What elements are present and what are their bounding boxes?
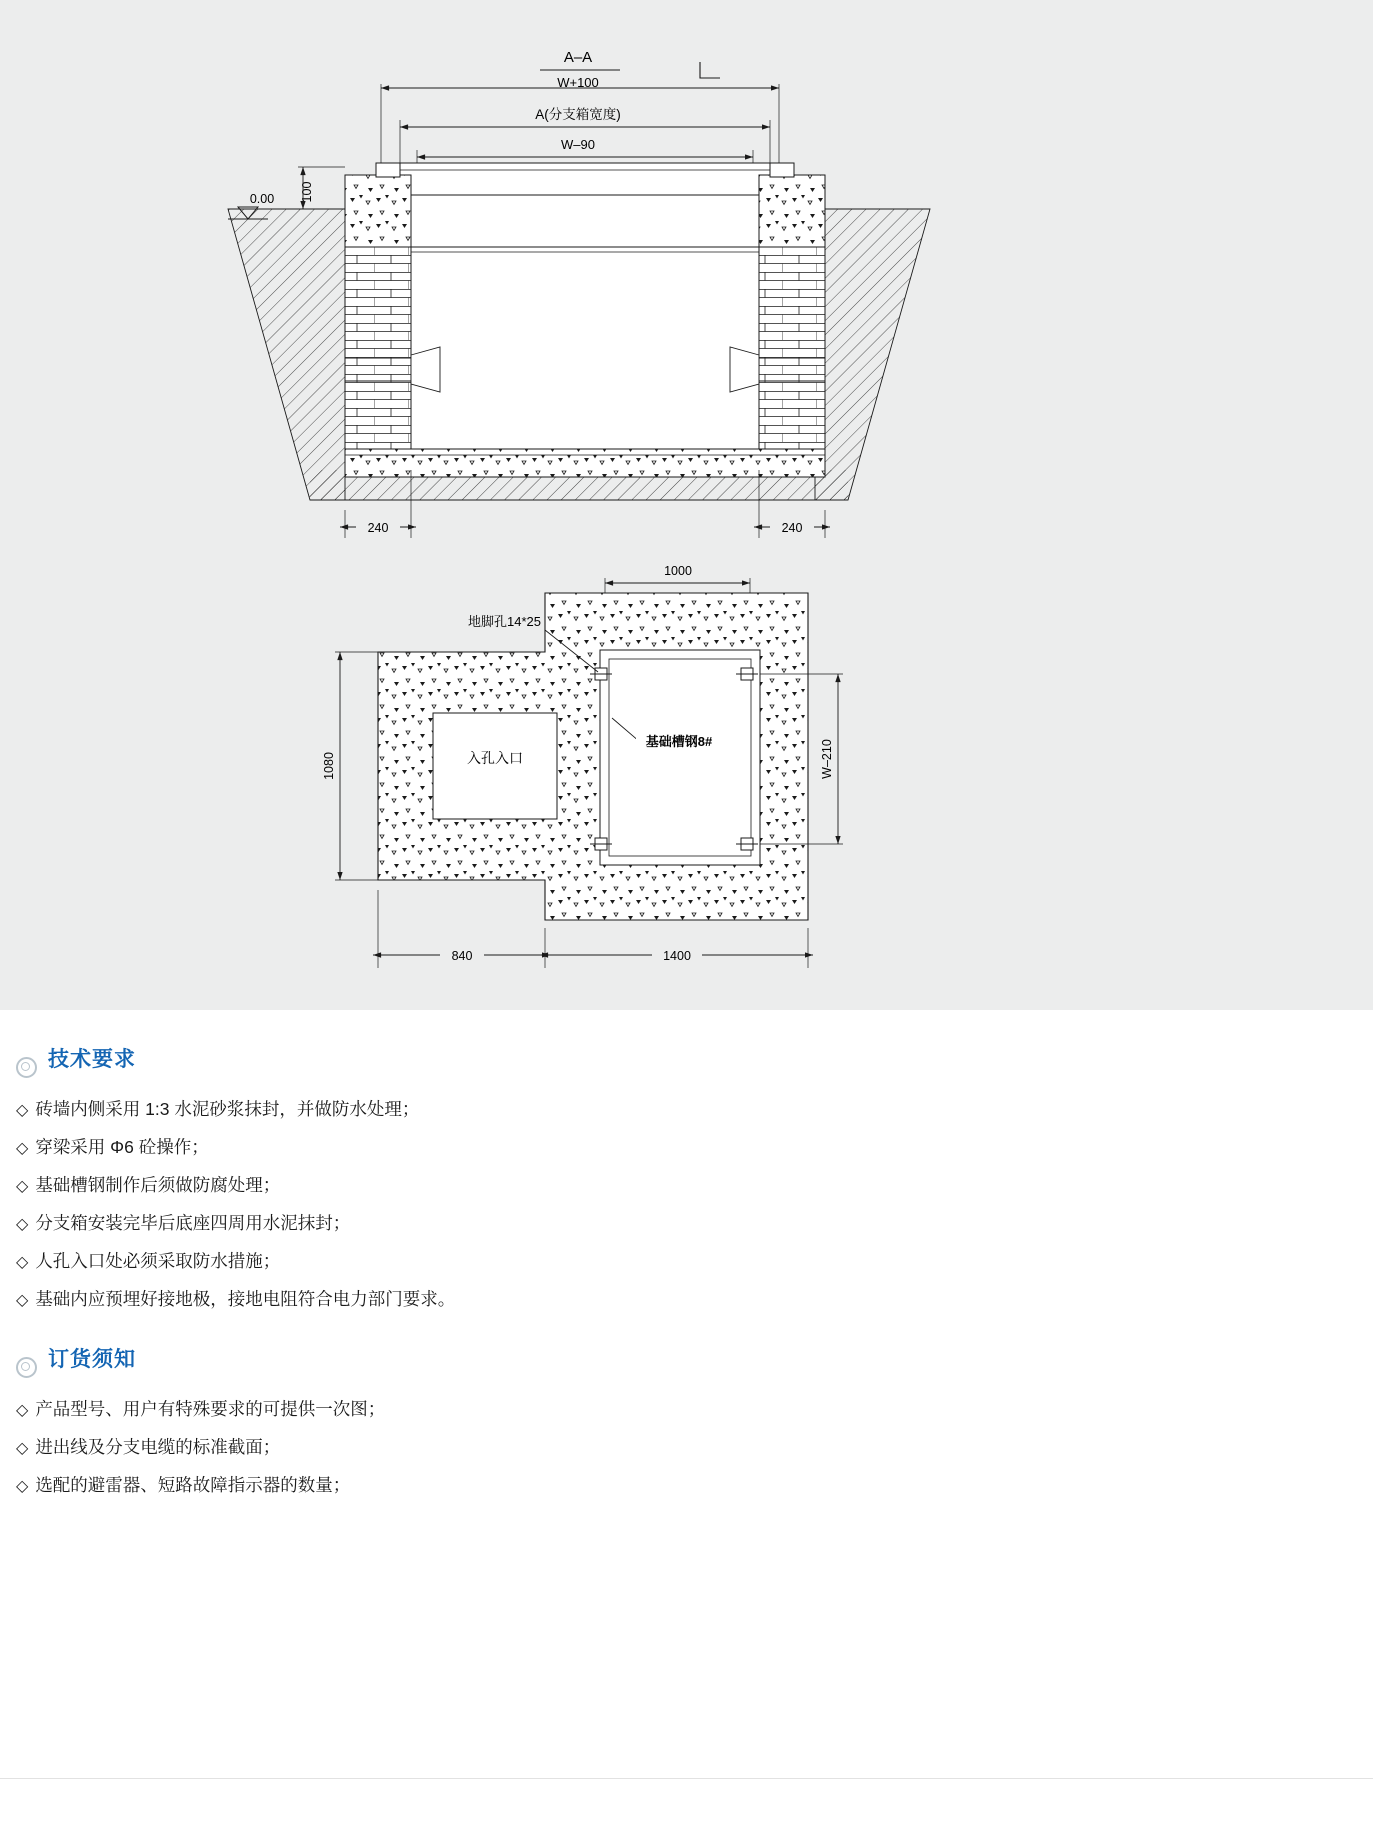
dim-inner-label: W–90 bbox=[561, 137, 595, 152]
tech-item bbox=[16, 1205, 455, 1243]
tech-item bbox=[16, 1281, 455, 1319]
tech-item bbox=[16, 1167, 455, 1205]
dim-overall-label: W+100 bbox=[557, 75, 599, 90]
diamond-icon: ◇ bbox=[16, 1440, 29, 1457]
dim-1000-label: 1000 bbox=[664, 564, 692, 578]
dim-right-240-label: 240 bbox=[781, 521, 803, 535]
diamond-icon: ◇ bbox=[16, 1254, 29, 1271]
diamond-icon: ◇ bbox=[16, 1402, 29, 1419]
diamond-icon: ◇ bbox=[16, 1178, 29, 1195]
order-item-text: 进出线及分支电缆的标准截面； bbox=[35, 1437, 281, 1457]
order-item bbox=[16, 1429, 385, 1467]
tech-item-text: 分支箱安装完毕后底座四周用水泥抹封； bbox=[35, 1213, 351, 1233]
dim-box-width-label: A(分支箱宽度) bbox=[535, 107, 621, 122]
tech-item-text: 人孔入口处必须采取防水措施； bbox=[35, 1251, 281, 1271]
ground-level-label: 0.00 bbox=[249, 192, 275, 206]
dim-1080-label: 1080 bbox=[322, 752, 336, 780]
tech-item bbox=[16, 1243, 455, 1281]
diamond-icon: ◇ bbox=[16, 1140, 29, 1157]
diamond-icon: ◇ bbox=[16, 1102, 29, 1119]
foot-hole-leader-label: 地脚孔14*25 bbox=[468, 614, 541, 629]
diamond-icon: ◇ bbox=[16, 1292, 29, 1309]
order-item-text: 产品型号、用户有特殊要求的可提供一次图； bbox=[35, 1399, 386, 1419]
tech-requirements-title: 技术要求 bbox=[48, 1048, 136, 1071]
plan-view-group bbox=[322, 561, 843, 968]
tech-item-text: 砖墙内侧采用 1:3 水泥砂浆抹封，并做防水处理； bbox=[35, 1099, 420, 1119]
dim-1400-label: 1400 bbox=[663, 949, 691, 963]
footer-divider bbox=[0, 1778, 1373, 1779]
channel-steel-leader-label: 基础槽钢8# bbox=[645, 734, 713, 749]
order-notice-title: 订货须知 bbox=[48, 1348, 136, 1371]
order-item-text: 选配的避雷器、短路故障指示器的数量； bbox=[35, 1475, 351, 1495]
tech-item bbox=[16, 1091, 455, 1129]
dim-w210-label: W–210 bbox=[820, 739, 834, 779]
tech-item bbox=[16, 1129, 455, 1167]
order-item bbox=[16, 1391, 385, 1429]
tech-item-text: 基础槽钢制作后须做防腐处理； bbox=[35, 1175, 281, 1195]
diamond-icon: ◇ bbox=[16, 1216, 29, 1233]
manhole-entry-label: 入孔入口 bbox=[467, 750, 523, 766]
section-aa-group bbox=[228, 49, 930, 538]
dim-840-label: 840 bbox=[451, 949, 473, 963]
tech-item-text: 穿梁采用 Φ6 砼操作； bbox=[35, 1137, 209, 1157]
bullet-ring-icon bbox=[16, 1357, 37, 1378]
dim-left-240-label: 240 bbox=[367, 521, 389, 535]
section-title-label: A–A bbox=[563, 49, 593, 66]
order-item bbox=[16, 1467, 385, 1505]
tech-item-text: 基础内应预埋好接地极，接地电阻符合电力部门要求。 bbox=[35, 1289, 456, 1309]
diamond-icon: ◇ bbox=[16, 1478, 29, 1495]
dim-100-label: 100 bbox=[300, 181, 314, 203]
bullet-ring-icon bbox=[16, 1057, 37, 1078]
